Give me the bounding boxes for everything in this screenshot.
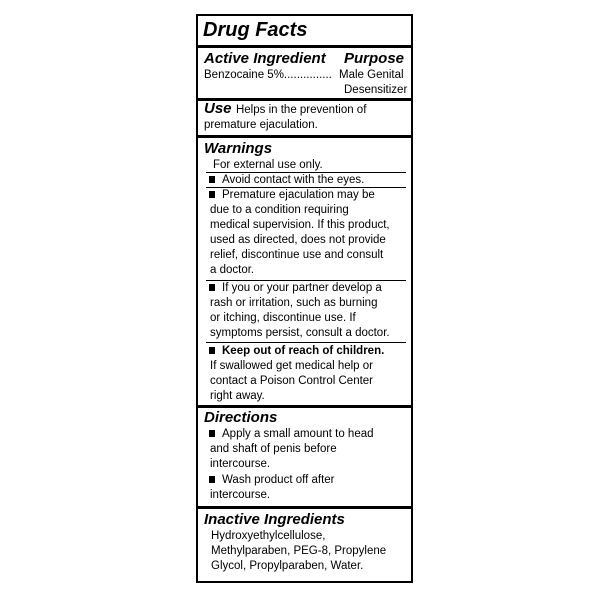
divider <box>198 506 411 509</box>
inactive-ingredients-line: Hydroxyethylcellulose, <box>211 530 326 542</box>
warning-text-line: relief, discontinue use and consult <box>210 249 384 261</box>
direction-text-line: intercourse. <box>210 489 271 501</box>
leader-dots: ............... <box>283 69 332 81</box>
direction-item: Apply a small amount to head <box>209 427 374 442</box>
direction-text-line: and shaft of penis before <box>210 443 337 455</box>
directions-heading: Directions <box>204 409 278 426</box>
warning-text-line: rash or irritation, such as burning <box>210 297 378 309</box>
divider <box>198 45 411 48</box>
warning-text-line: medical supervision. If this product, <box>210 219 390 231</box>
warning-text-line: symptoms persist, consult a doctor. <box>210 327 390 339</box>
bullet-icon <box>209 476 215 483</box>
bullet-icon <box>209 284 215 291</box>
warning-text-line: used as directed, does not provide <box>210 234 386 246</box>
divider <box>198 135 411 138</box>
direction-item: Wash product off after <box>209 473 335 488</box>
active-ingredient-row <box>204 68 332 83</box>
warning-text-line: contact a Poison Control Center <box>210 375 374 387</box>
drug-facts-panel <box>196 14 413 583</box>
use-text-line-1: Helps in the prevention of <box>235 104 367 116</box>
direction-text-line: intercourse. <box>210 458 271 470</box>
purpose-heading: Purpose <box>344 50 405 67</box>
divider <box>198 405 411 408</box>
purpose-line-2: Desensitizer <box>344 84 408 96</box>
warning-item: Premature ejaculation may be <box>209 188 375 203</box>
warning-text-line: a doctor. <box>210 264 255 276</box>
warning-text-line: If swallowed get medical help or <box>210 360 373 372</box>
active-ingredient-name: Benzocaine 5% <box>204 69 284 81</box>
use-heading: Use <box>204 100 232 117</box>
bullet-icon <box>209 191 215 198</box>
bullet-icon <box>209 347 215 354</box>
inactive-ingredients-line: Methylparaben, PEG-8, Propylene <box>211 545 387 557</box>
warning-text-line: due to a condition requiring <box>210 204 349 216</box>
bullet-icon <box>209 176 215 183</box>
warnings-heading: Warnings <box>204 140 273 157</box>
divider <box>206 342 406 343</box>
purpose-line-1: Male Genital <box>339 69 404 81</box>
inactive-ingredients-heading: Inactive Ingredients <box>204 511 345 528</box>
warning-item: If you or your partner develop a <box>209 281 382 296</box>
warning-text-line: or itching, discontinue use. If <box>210 312 356 324</box>
external-use-text: For external use only. <box>213 159 323 171</box>
warning-item: Keep out of reach of children. <box>209 344 384 359</box>
inactive-ingredients-line: Glycol, Propylparaben, Water. <box>211 560 364 572</box>
use-text-line-2: premature ejaculation. <box>204 119 318 131</box>
bullet-icon <box>209 430 215 437</box>
drug-facts-title: Drug Facts <box>203 19 308 41</box>
use-section <box>204 100 366 118</box>
warning-text-line: right away. <box>210 390 265 402</box>
active-ingredient-heading: Active Ingredient <box>204 50 326 67</box>
warning-item: Avoid contact with the eyes. <box>209 173 364 188</box>
